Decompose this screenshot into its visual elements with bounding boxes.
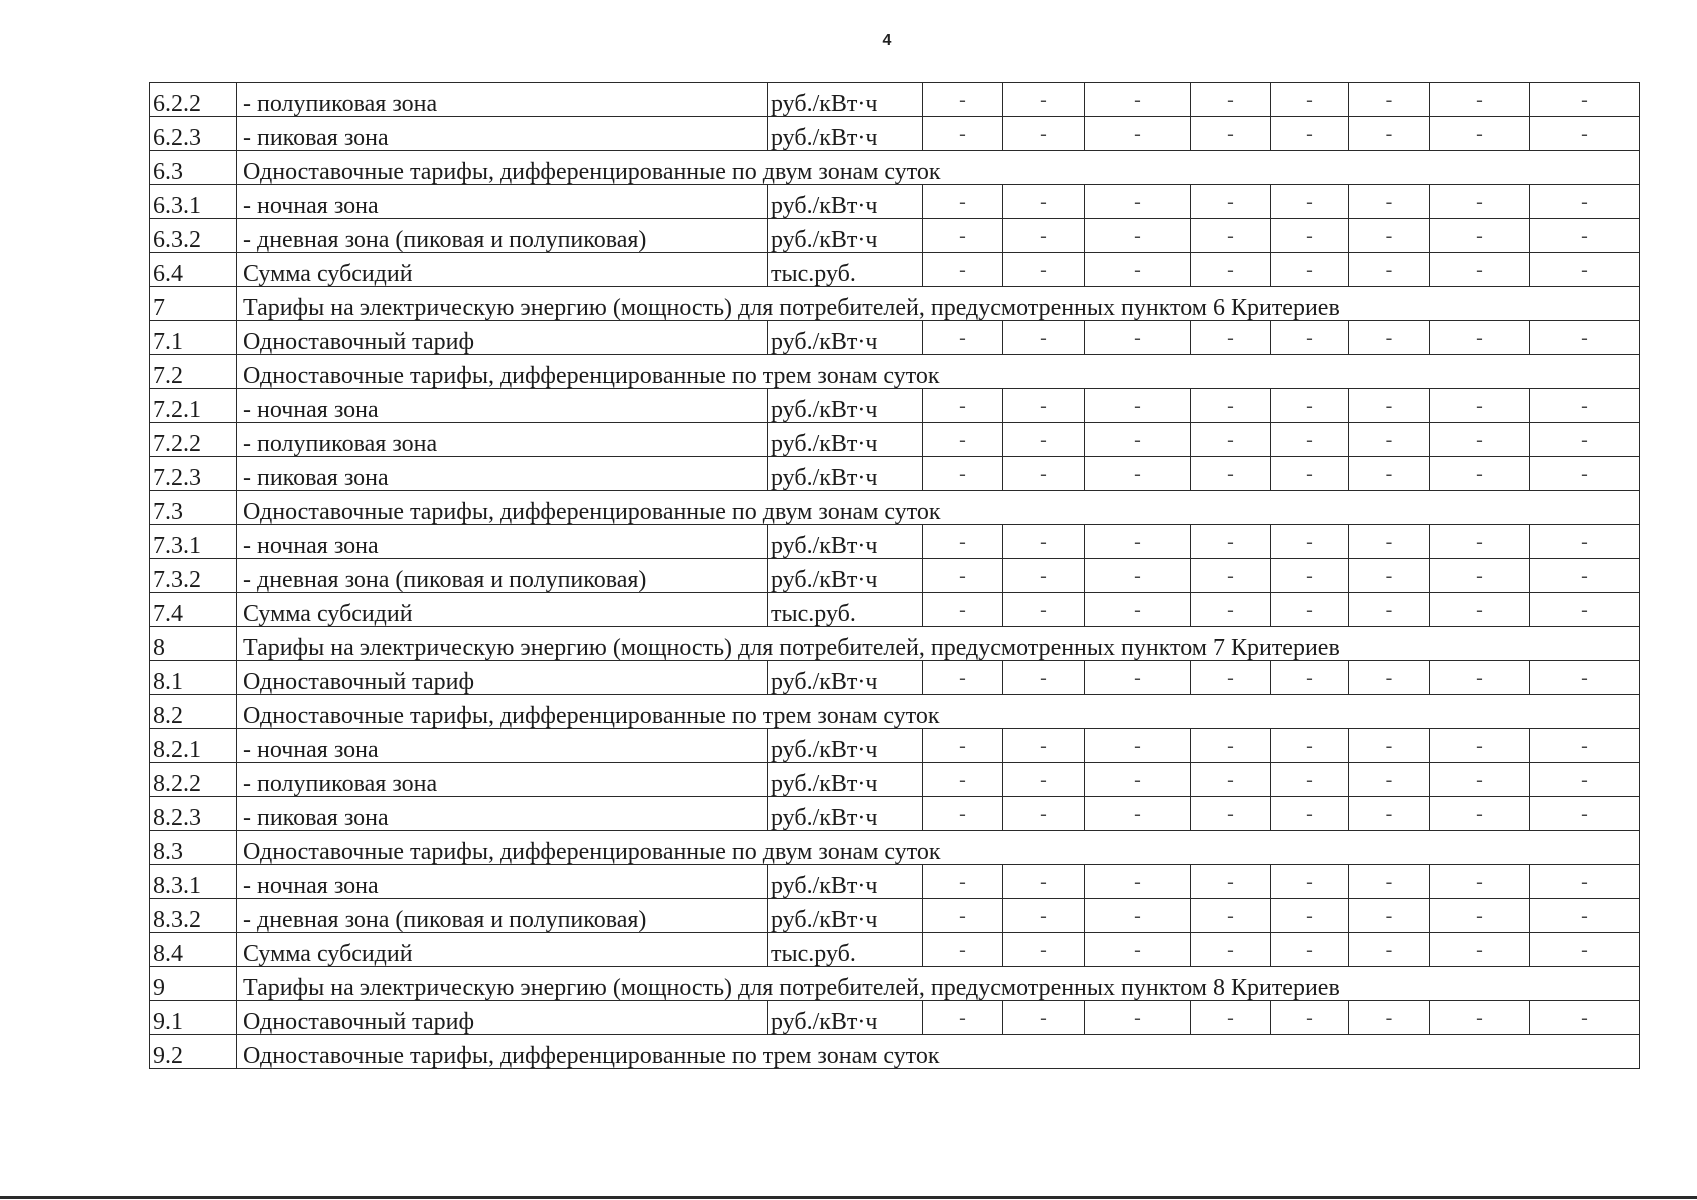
section-row [150,151,1640,185]
value-cell: - [1349,865,1430,899]
value-cell: - [1191,763,1271,797]
section-title: Одноставочные тарифы, дифференцированные по трем зонам суток [237,695,1640,729]
row-number: 7.2.3 [150,457,237,491]
value-cell: - [1085,933,1191,967]
row-unit: руб./кВт·ч [768,865,923,899]
table-row [150,389,1640,423]
value-cell: - [923,219,1003,253]
table-row [150,763,1640,797]
value-cell: - [1085,525,1191,559]
value-cell: - [923,661,1003,695]
row-number: 9.2 [150,1035,237,1069]
value-cell: - [1085,389,1191,423]
section-row [150,287,1640,321]
value-cell: - [1085,185,1191,219]
section-row [150,831,1640,865]
row-unit: руб./кВт·ч [768,457,923,491]
value-cell: - [1271,593,1349,627]
table-row [150,423,1640,457]
value-cell: - [1530,117,1640,151]
value-cell: - [1271,457,1349,491]
value-cell: - [1271,1001,1349,1035]
row-name: - дневная зона (пиковая и полупиковая) [237,559,768,593]
row-name: - пиковая зона [237,797,768,831]
row-name: - полупиковая зона [237,763,768,797]
table-body [150,83,1640,1069]
value-cell: - [1003,253,1085,287]
value-cell: - [1191,797,1271,831]
row-name: - ночная зона [237,865,768,899]
value-cell: - [1430,389,1530,423]
row-name: Сумма субсидий [237,253,768,287]
value-cell: - [1349,219,1430,253]
value-cell: - [1349,185,1430,219]
value-cell: - [923,865,1003,899]
row-number: 6.3 [150,151,237,185]
value-cell: - [1085,729,1191,763]
row-name: - дневная зона (пиковая и полупиковая) [237,899,768,933]
row-unit: руб./кВт·ч [768,83,923,117]
section-title: Одноставочные тарифы, дифференцированные по двум зонам суток [237,151,1640,185]
value-cell: - [1349,797,1430,831]
value-cell: - [1085,117,1191,151]
value-cell: - [1530,423,1640,457]
value-cell: - [1003,797,1085,831]
value-cell: - [1430,661,1530,695]
value-cell: - [1430,933,1530,967]
value-cell: - [1530,389,1640,423]
tariff-table [149,82,1640,1069]
value-cell: - [1349,559,1430,593]
value-cell: - [1349,83,1430,117]
value-cell: - [1191,457,1271,491]
section-row [150,355,1640,389]
value-cell: - [923,559,1003,593]
value-cell: - [1191,83,1271,117]
value-cell: - [1003,117,1085,151]
section-row [150,491,1640,525]
row-name: - пиковая зона [237,457,768,491]
value-cell: - [923,185,1003,219]
value-cell: - [1271,253,1349,287]
value-cell: - [1191,661,1271,695]
value-cell: - [1085,1001,1191,1035]
row-name: - полупиковая зона [237,83,768,117]
value-cell: - [1530,661,1640,695]
row-number: 6.2.3 [150,117,237,151]
value-cell: - [1271,559,1349,593]
row-number: 7.3.1 [150,525,237,559]
value-cell: - [1271,83,1349,117]
table-row [150,899,1640,933]
row-unit: руб./кВт·ч [768,899,923,933]
value-cell: - [1085,865,1191,899]
table-row [150,457,1640,491]
value-cell: - [1430,899,1530,933]
value-cell: - [1430,321,1530,355]
row-unit: руб./кВт·ч [768,219,923,253]
value-cell: - [1085,219,1191,253]
section-title: Одноставочные тарифы, дифференцированные по двум зонам суток [237,831,1640,865]
value-cell: - [1349,321,1430,355]
table-row [150,117,1640,151]
value-cell: - [1430,559,1530,593]
row-unit: тыс.руб. [768,933,923,967]
row-number: 8 [150,627,237,661]
row-unit: руб./кВт·ч [768,321,923,355]
value-cell: - [1191,559,1271,593]
value-cell: - [1191,321,1271,355]
row-name: - ночная зона [237,389,768,423]
value-cell: - [1085,593,1191,627]
value-cell: - [923,253,1003,287]
value-cell: - [1085,83,1191,117]
table-row [150,559,1640,593]
value-cell: - [1191,933,1271,967]
value-cell: - [923,933,1003,967]
section-title: Одноставочные тарифы, дифференцированные по двум зонам суток [237,491,1640,525]
table-row [150,797,1640,831]
value-cell: - [923,593,1003,627]
value-cell: - [923,899,1003,933]
row-name: Одноставочный тариф [237,661,768,695]
row-unit: руб./кВт·ч [768,797,923,831]
value-cell: - [1271,219,1349,253]
value-cell: - [1349,253,1430,287]
value-cell: - [1349,1001,1430,1035]
value-cell: - [1430,457,1530,491]
row-number: 8.2.2 [150,763,237,797]
table-row [150,729,1640,763]
section-title: Одноставочные тарифы, дифференцированные по трем зонам суток [237,1035,1640,1069]
table-row [150,185,1640,219]
value-cell: - [1191,253,1271,287]
value-cell: - [1530,219,1640,253]
row-number: 7.2.2 [150,423,237,457]
value-cell: - [1430,219,1530,253]
row-number: 8.1 [150,661,237,695]
table-row [150,933,1640,967]
value-cell: - [1191,729,1271,763]
value-cell: - [1430,763,1530,797]
row-name: - ночная зона [237,525,768,559]
table-row [150,253,1640,287]
value-cell: - [1530,559,1640,593]
row-unit: руб./кВт·ч [768,185,923,219]
value-cell: - [1271,185,1349,219]
row-name: Сумма субсидий [237,933,768,967]
value-cell: - [1085,423,1191,457]
value-cell: - [923,525,1003,559]
row-unit: руб./кВт·ч [768,423,923,457]
value-cell: - [1085,899,1191,933]
row-number: 7.3 [150,491,237,525]
section-row [150,695,1640,729]
value-cell: - [1349,661,1430,695]
value-cell: - [1430,83,1530,117]
row-number: 6.4 [150,253,237,287]
value-cell: - [1271,729,1349,763]
table-row [150,83,1640,117]
value-cell: - [1530,525,1640,559]
row-name: - дневная зона (пиковая и полупиковая) [237,219,768,253]
row-number: 7.3.2 [150,559,237,593]
value-cell: - [1349,729,1430,763]
section-title: Одноставочные тарифы, дифференцированные по трем зонам суток [237,355,1640,389]
value-cell: - [1430,797,1530,831]
row-unit: руб./кВт·ч [768,763,923,797]
value-cell: - [1430,593,1530,627]
section-row [150,627,1640,661]
value-cell: - [1271,661,1349,695]
row-number: 7.2.1 [150,389,237,423]
page-number: 4 [882,32,892,49]
value-cell: - [1191,865,1271,899]
row-unit: тыс.руб. [768,253,923,287]
value-cell: - [1530,253,1640,287]
row-number: 6.3.1 [150,185,237,219]
row-number: 9.1 [150,1001,237,1035]
row-number: 7.4 [150,593,237,627]
table-row [150,321,1640,355]
value-cell: - [1530,185,1640,219]
value-cell: - [1085,763,1191,797]
row-name: - пиковая зона [237,117,768,151]
row-unit: руб./кВт·ч [768,117,923,151]
row-number: 8.2.3 [150,797,237,831]
value-cell: - [1191,117,1271,151]
value-cell: - [923,423,1003,457]
section-row [150,967,1640,1001]
value-cell: - [1191,1001,1271,1035]
value-cell: - [923,83,1003,117]
value-cell: - [923,763,1003,797]
table-row [150,1001,1640,1035]
bottom-rule [0,1196,1697,1199]
value-cell: - [1430,865,1530,899]
value-cell: - [1530,83,1640,117]
value-cell: - [1430,423,1530,457]
value-cell: - [1003,219,1085,253]
value-cell: - [1003,389,1085,423]
value-cell: - [1085,321,1191,355]
value-cell: - [1349,457,1430,491]
value-cell: - [1003,763,1085,797]
value-cell: - [1271,797,1349,831]
row-number: 7.1 [150,321,237,355]
section-title: Тарифы на электрическую энергию (мощность) для потребителей, предусмотренных пунктом 6 Критериев [237,287,1640,321]
value-cell: - [1191,593,1271,627]
value-cell: - [1085,559,1191,593]
value-cell: - [923,1001,1003,1035]
row-name: Сумма субсидий [237,593,768,627]
value-cell: - [1085,661,1191,695]
value-cell: - [1271,389,1349,423]
value-cell: - [1530,865,1640,899]
value-cell: - [1003,457,1085,491]
value-cell: - [1530,457,1640,491]
row-number: 6.3.2 [150,219,237,253]
value-cell: - [923,457,1003,491]
value-cell: - [1271,899,1349,933]
row-number: 6.2.2 [150,83,237,117]
row-unit: руб./кВт·ч [768,525,923,559]
value-cell: - [1271,525,1349,559]
row-name: - ночная зона [237,729,768,763]
value-cell: - [923,117,1003,151]
value-cell: - [1191,899,1271,933]
value-cell: - [1430,117,1530,151]
value-cell: - [1271,865,1349,899]
value-cell: - [1430,253,1530,287]
value-cell: - [1003,83,1085,117]
value-cell: - [1003,423,1085,457]
value-cell: - [1430,185,1530,219]
value-cell: - [1530,321,1640,355]
value-cell: - [1271,763,1349,797]
value-cell: - [1430,525,1530,559]
value-cell: - [1530,797,1640,831]
row-unit: руб./кВт·ч [768,661,923,695]
row-unit: руб./кВт·ч [768,559,923,593]
value-cell: - [1349,899,1430,933]
row-number: 9 [150,967,237,1001]
row-number: 8.3.1 [150,865,237,899]
value-cell: - [1191,423,1271,457]
value-cell: - [923,797,1003,831]
table-row [150,865,1640,899]
value-cell: - [923,321,1003,355]
value-cell: - [1530,1001,1640,1035]
value-cell: - [1003,865,1085,899]
value-cell: - [1349,389,1430,423]
value-cell: - [1271,933,1349,967]
row-number: 7 [150,287,237,321]
value-cell: - [1271,321,1349,355]
table-row [150,661,1640,695]
table-row [150,219,1640,253]
row-number: 8.2 [150,695,237,729]
value-cell: - [1085,797,1191,831]
row-name: Одноставочный тариф [237,1001,768,1035]
value-cell: - [1003,1001,1085,1035]
value-cell: - [1085,253,1191,287]
value-cell: - [1349,593,1430,627]
value-cell: - [1271,117,1349,151]
value-cell: - [1003,899,1085,933]
value-cell: - [1349,525,1430,559]
value-cell: - [1003,321,1085,355]
value-cell: - [1349,933,1430,967]
value-cell: - [1003,933,1085,967]
value-cell: - [1271,423,1349,457]
value-cell: - [1003,185,1085,219]
row-name: - полупиковая зона [237,423,768,457]
row-number: 8.3.2 [150,899,237,933]
value-cell: - [1530,763,1640,797]
value-cell: - [1430,1001,1530,1035]
value-cell: - [1530,729,1640,763]
value-cell: - [1191,525,1271,559]
row-name: - ночная зона [237,185,768,219]
value-cell: - [1530,593,1640,627]
section-title: Тарифы на электрическую энергию (мощность) для потребителей, предусмотренных пунктом 8 Критериев [237,967,1640,1001]
row-unit: руб./кВт·ч [768,1001,923,1035]
value-cell: - [1003,661,1085,695]
row-number: 8.4 [150,933,237,967]
row-number: 8.2.1 [150,729,237,763]
value-cell: - [1003,729,1085,763]
section-title: Тарифы на электрическую энергию (мощность) для потребителей, предусмотренных пунктом 7 Критериев [237,627,1640,661]
table-row [150,525,1640,559]
section-row [150,1035,1640,1069]
value-cell: - [1003,593,1085,627]
value-cell: - [1191,389,1271,423]
value-cell: - [1349,117,1430,151]
row-number: 8.3 [150,831,237,865]
value-cell: - [1530,899,1640,933]
value-cell: - [1085,457,1191,491]
value-cell: - [923,389,1003,423]
row-number: 7.2 [150,355,237,389]
value-cell: - [1003,559,1085,593]
value-cell: - [1430,729,1530,763]
value-cell: - [1530,933,1640,967]
row-unit: руб./кВт·ч [768,389,923,423]
row-unit: руб./кВт·ч [768,729,923,763]
value-cell: - [1349,763,1430,797]
table-row [150,593,1640,627]
value-cell: - [1003,525,1085,559]
row-unit: тыс.руб. [768,593,923,627]
value-cell: - [923,729,1003,763]
row-name: Одноставочный тариф [237,321,768,355]
value-cell: - [1191,185,1271,219]
value-cell: - [1191,219,1271,253]
value-cell: - [1349,423,1430,457]
